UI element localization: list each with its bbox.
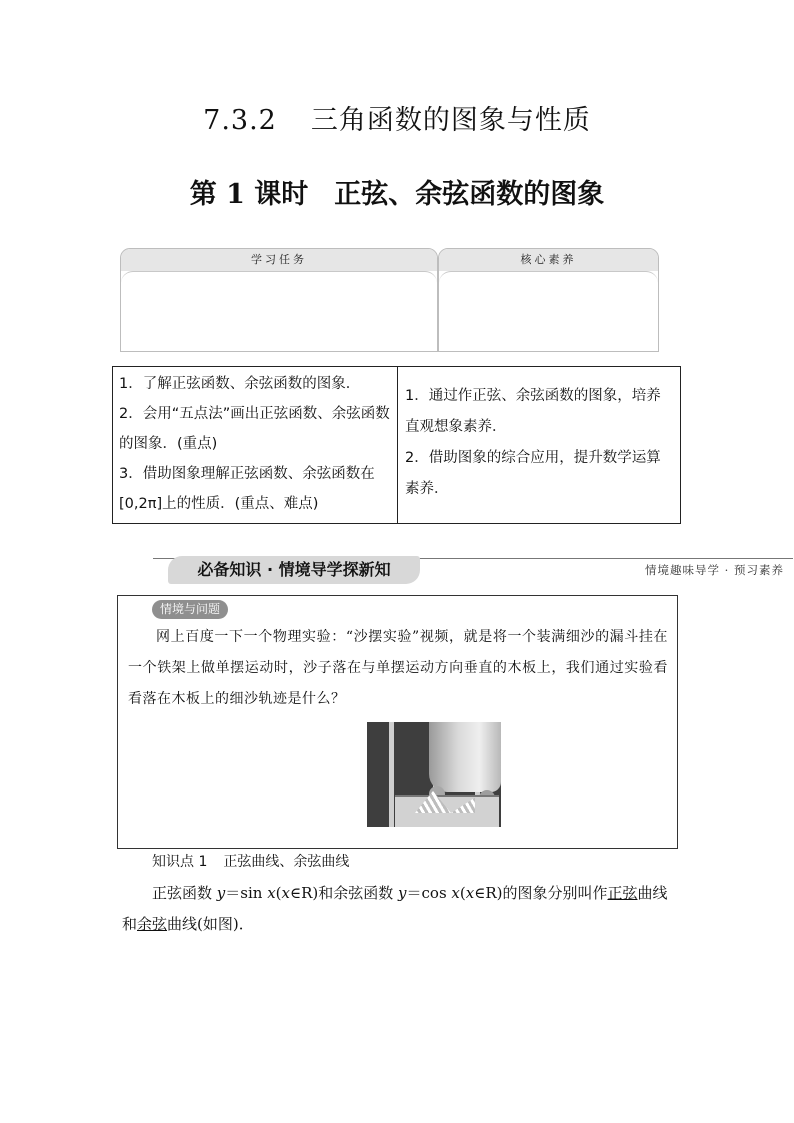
text-run: ＝cos — [406, 884, 452, 902]
text-run: 正弦函数 — [152, 884, 217, 902]
knowledge-point-text — [122, 878, 678, 940]
text-run: ( — [275, 884, 282, 902]
lesson-title — [0, 172, 794, 211]
core-literacy-tab — [438, 248, 659, 352]
section-number: 7.3.2 — [203, 105, 277, 136]
math-var: x — [267, 884, 276, 902]
section-banner-subtitle: 情境趣味导学 · 预习素养 — [645, 563, 784, 577]
learning-tasks-cell — [119, 369, 395, 519]
literacy-item: 1．通过作正弦、余弦函数的图象，培养直观想象素养． — [405, 388, 661, 435]
text-run: ( — [459, 884, 466, 902]
text-run: 曲线(如图)． — [167, 915, 254, 933]
task-item: 3．借助图象理解正弦函数、余弦函数在[0,2π]上的性质．(重点、难点) — [119, 466, 375, 512]
task-item: 1．了解正弦函数、余弦函数的图象． — [119, 376, 361, 392]
answer-blank: 正弦 — [607, 884, 638, 902]
learning-tasks-tab-label: 学习任务 — [121, 249, 437, 271]
section-name: 三角函数的图象与性质 — [310, 105, 591, 136]
knowledge-point-title — [152, 851, 349, 871]
math-var: x — [465, 884, 475, 902]
table-divider — [397, 367, 398, 523]
situation-box — [117, 595, 678, 849]
photo-person — [429, 722, 501, 792]
task-item: 2．会用“五点法”画出正弦函数、余弦函数的图象．(重点) — [119, 406, 390, 452]
situation-tag: 情境与问题 — [152, 600, 228, 619]
core-literacy-tab-body — [439, 271, 658, 351]
learning-tasks-tab-body — [121, 271, 437, 351]
text-run: ∈R)和余弦函数 — [290, 884, 399, 902]
core-literacy-cell — [405, 381, 675, 505]
lesson-label: 第 1 课时 — [189, 179, 309, 210]
situation-text: 网上百度一下一个物理实验：“沙摆实验”视频，就是将一个装满细沙的漏斗挂在一个铁架上做单摆运动时，沙子落在与单摆运动方向垂直的木板上，我们通过实验看看落在木板上的细沙轨迹是什么？ — [128, 629, 668, 707]
answer-blank: 余弦 — [137, 915, 168, 933]
learning-tasks-tab — [120, 248, 438, 352]
sand-pendulum-photo — [367, 722, 501, 827]
math-var: y — [216, 884, 226, 902]
photo-pole — [389, 722, 394, 827]
section-title — [0, 98, 794, 137]
math-var: y — [398, 884, 407, 902]
text-run: ∈R)的图象分别叫作 — [474, 884, 608, 902]
knowledge-point-name: 正弦曲线、余弦曲线 — [223, 854, 350, 870]
math-var: x — [281, 884, 290, 902]
text-run: ＝sin — [225, 884, 268, 902]
text-run: 曲线和 — [122, 884, 668, 933]
task-table — [112, 366, 681, 524]
literacy-item: 2．借助图象的综合应用，提升数学运算素养． — [405, 450, 661, 497]
knowledge-point-label: 知识点 1 — [152, 854, 208, 870]
section-banner: 必备知识 · 情境导学探新知 — [168, 556, 420, 584]
lesson-name: 正弦、余弦函数的图象 — [334, 179, 605, 210]
math-var: x — [451, 884, 460, 902]
core-literacy-tab-label: 核心素养 — [439, 249, 658, 271]
